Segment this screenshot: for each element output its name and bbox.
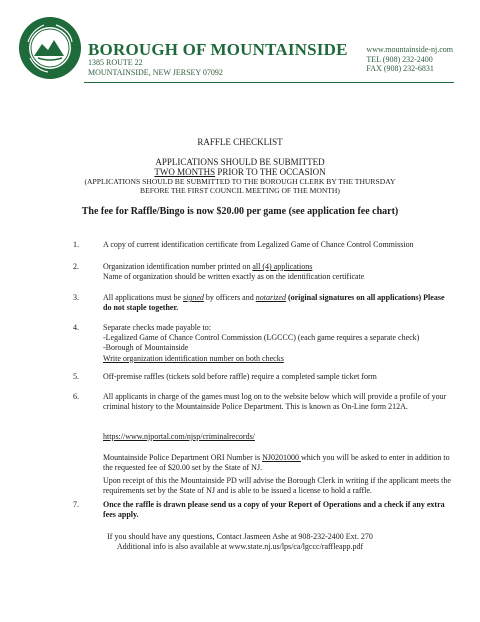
org-contact bbox=[366, 45, 453, 74]
item-6-receipt-paragraph: Upon receipt of this the Mountainside PD will advise the Borough Clerk in writing if the applicant meets the requirements set by the State of NJ and is able to be issued a license to hold a raffle. bbox=[103, 476, 451, 496]
notarized-text: notarized bbox=[255, 293, 286, 302]
ori-text-b: which you will be asked to enter in addition to the requested fee of $20.00 set by the State of NJ. bbox=[103, 453, 450, 473]
page-title: RAFFLE CHECKLIST bbox=[197, 137, 283, 147]
item-text: All applicants in charge of the games must log on to the website below which will provide a profile of your criminal history to the Mountainside Police Department. This is known as On-Line form 212A. bbox=[103, 392, 447, 412]
heading-line-2 bbox=[0, 167, 480, 177]
heading-line-2-rest: PRIOR TO THE OCCASION bbox=[215, 167, 326, 177]
item-text: Once the raffle is drawn please send us a copy of your Report of Operations and a check if any extra fees apply. bbox=[103, 500, 445, 520]
tel-text: TEL (908) 232-2400 bbox=[366, 54, 433, 64]
fax-text: FAX (908) 232-6831 bbox=[366, 64, 434, 73]
ori-number: NJ0201000 bbox=[262, 453, 301, 462]
item-text: A copy of current identification certificate from Legalized Game of Chance Control Commission bbox=[103, 240, 414, 249]
item-number: 7. bbox=[73, 500, 79, 509]
heading-line-4: BEFORE THE FIRST COUNCIL MEETING OF THE MONTH) bbox=[140, 186, 340, 195]
item-3-bold-text: (original signatures on all applications) Please do not staple together. bbox=[103, 293, 445, 313]
item-4-line-4: Write organization identification number on both checks bbox=[103, 353, 284, 363]
item-6-ori-paragraph bbox=[103, 453, 451, 473]
two-months-text: TWO MONTHS bbox=[154, 167, 216, 177]
item-4-line-3: -Borough of Mountainside bbox=[103, 343, 189, 353]
item-2-text-a: Organization identification number printed on bbox=[103, 262, 253, 271]
item-number: 2. bbox=[73, 262, 79, 271]
borough-seal-logo bbox=[18, 16, 82, 80]
address-line-2: MOUNTAINSIDE, NEW JERSEY 07092 bbox=[88, 68, 223, 77]
item-text: Off-premise raffles (tickets sold before raffle) require a completed sample ticket form bbox=[103, 372, 377, 381]
item-text bbox=[103, 323, 451, 364]
heading-line-3: (APPLICATIONS SHOULD BE SUBMITTED TO THE BOROUGH CLERK BY THE THURSDAY bbox=[84, 177, 396, 186]
org-name: BOROUGH OF MOUNTAINSIDE bbox=[88, 40, 348, 59]
website-text: www.mountainside-nj.com bbox=[366, 45, 453, 54]
item-number: 6. bbox=[73, 392, 79, 401]
item-number: 4. bbox=[73, 323, 79, 332]
item-3-text-a: All applications must be bbox=[103, 293, 183, 302]
fee-notice: The fee for Raffle/Bingo is now $20.00 per game (see application fee chart) bbox=[81, 206, 399, 217]
criminal-records-link[interactable]: https://www.njportal.com/njsp/criminalrecords/ bbox=[103, 432, 255, 441]
signed-text: signed bbox=[183, 293, 204, 302]
contact-footer: If you should have any questions, Contact Jasmeen Ashe at 908-232-2400 Ext. 270 bbox=[107, 532, 373, 541]
item-number: 3. bbox=[73, 293, 79, 302]
item-3-text-by: by officers and bbox=[203, 293, 256, 302]
item-number: 1. bbox=[73, 240, 79, 249]
item-number: 5. bbox=[73, 372, 79, 381]
item-text bbox=[103, 293, 451, 313]
item-4-line-2: -Legalized Game of Chance Control Commission (LGCCC) (each game requires a separate check) bbox=[103, 333, 420, 343]
additional-info-footer: Additional info is also available at www.state.nj.us/lps/ca/lgccc/raffleapp.pdf bbox=[116, 542, 364, 551]
item-2-text-b: Name of organization should be written exactly as on the identification certificate bbox=[103, 272, 365, 282]
item-text bbox=[103, 262, 451, 282]
heading-line-1: APPLICATIONS SHOULD BE SUBMITTED bbox=[155, 157, 325, 167]
item-4-line-1: Separate checks made payable to: bbox=[103, 323, 211, 332]
all-applications-text: all (4) applications bbox=[252, 262, 313, 271]
org-address bbox=[88, 58, 223, 78]
ori-text-a: Mountainside Police Department ORI Number is bbox=[103, 453, 263, 462]
header-rule bbox=[84, 82, 454, 83]
address-line-1: 1385 ROUTE 22 bbox=[88, 58, 143, 67]
